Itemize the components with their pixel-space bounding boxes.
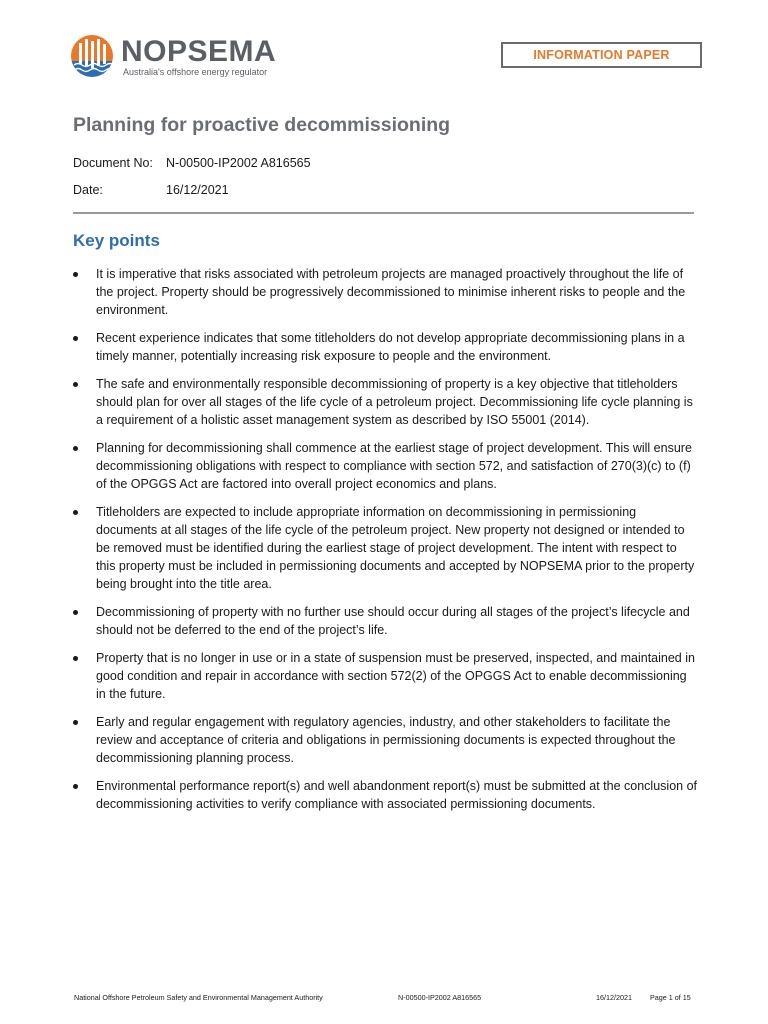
key-point-text: Property that is no longer in use or in a state of suspension must be preserved, inspected, and maintained in good condition and repair in accordance with section 572(2) of the OPGGS Act to enable decommissioning in the future.: [96, 651, 695, 701]
key-point-item: [73, 329, 698, 365]
header-divider: [73, 212, 694, 214]
footer-document-reference: N-00500-IP2002 A816565: [398, 993, 482, 1002]
bullet-icon: [73, 784, 78, 789]
brand-tagline: Australia's offshore energy regulator: [123, 67, 268, 77]
bullet-icon: [73, 510, 78, 515]
bullet-icon: [73, 382, 78, 387]
date-row: [73, 183, 229, 197]
key-point-item: [73, 439, 698, 493]
brand-name: NOPSEMA: [121, 35, 277, 68]
key-point-text: Decommissioning of property with no further use should occur during all stages of the project’s lifecycle and should not be deferred to the end of the project’s life.: [96, 605, 690, 637]
document-number-row: [73, 156, 311, 170]
key-point-text: Titleholders are expected to include appropriate information on decommissioning in permissioning documents at all stages of the life cycle of the petroleum project. New property not designed or intended to be removed must be identified during the earliest stage of project development. The intent with respect to this property must be included in permissioning documents and accepted by NOPSEMA prior to the property being brought into the title area.: [96, 505, 695, 591]
key-points-heading: Key points: [73, 231, 160, 250]
bullet-icon: [73, 720, 78, 725]
key-point-item: [73, 603, 698, 639]
document-type-badge: INFORMATION PAPER: [501, 42, 702, 68]
key-point-item: [73, 265, 698, 319]
key-point-text: Recent experience indicates that some titleholders do not develop appropriate decommissioning plans in a timely manner, potentially increasing risk exposure to people and the environment.: [96, 331, 685, 363]
nopsema-logo: [70, 34, 290, 80]
footer-date: 16/12/2021: [596, 993, 632, 1002]
key-point-item: [73, 649, 698, 703]
key-point-text: The safe and environmentally responsible decommissioning of property is a key objective that titleholders should plan for over all stages of the life cycle of a petroleum project. Decommissioning life cycle planning is a requirement of a holistic asset management system as described by ISO 55001 (2014).: [96, 377, 693, 427]
document-number-value: N-00500-IP2002 A816565: [166, 156, 311, 170]
date-label: Date:: [73, 183, 103, 197]
bullet-icon: [73, 446, 78, 451]
key-point-text: Early and regular engagement with regulatory agencies, industry, and other stakeholders to facilitate the review and acceptance of criteria and obligations in permissioning documents is expected throughout the decommissioning planning process.: [96, 715, 676, 765]
page-title: Planning for proactive decommissioning: [73, 114, 451, 136]
footer-page-number: Page 1 of 15: [650, 993, 691, 1002]
key-point-item: [73, 375, 698, 429]
document-number-label: Document No:: [73, 156, 153, 170]
key-point-text: It is imperative that risks associated with petroleum projects are managed proactively throughout the life of the project. Property should be progressively decommissioned to minimise inherent risks to people and the environment.: [96, 267, 686, 317]
bullet-icon: [73, 610, 78, 615]
bullet-icon: [73, 336, 78, 341]
key-points-list: [73, 265, 698, 823]
nopsema-logo-icon: [70, 34, 114, 78]
date-value: 16/12/2021: [166, 183, 229, 197]
bullet-icon: [73, 656, 78, 661]
key-point-item: [73, 777, 698, 813]
key-point-text: Environmental performance report(s) and well abandonment report(s) must be submitted at the conclusion of decommissioning activities to verify compliance with associated permissioning documents.: [96, 779, 697, 811]
key-point-item: [73, 503, 698, 593]
footer-organisation: National Offshore Petroleum Safety and Environmental Management Authority: [74, 993, 323, 1002]
key-point-text: Planning for decommissioning shall commence at the earliest stage of project development. This will ensure decommissioning obligations with respect to compliance with section 572, and satisfaction of 270(3)(c) to (f) of the OPGGS Act are factored into overall project economics and plans.: [96, 441, 692, 491]
key-point-item: [73, 713, 698, 767]
bullet-icon: [73, 272, 78, 277]
